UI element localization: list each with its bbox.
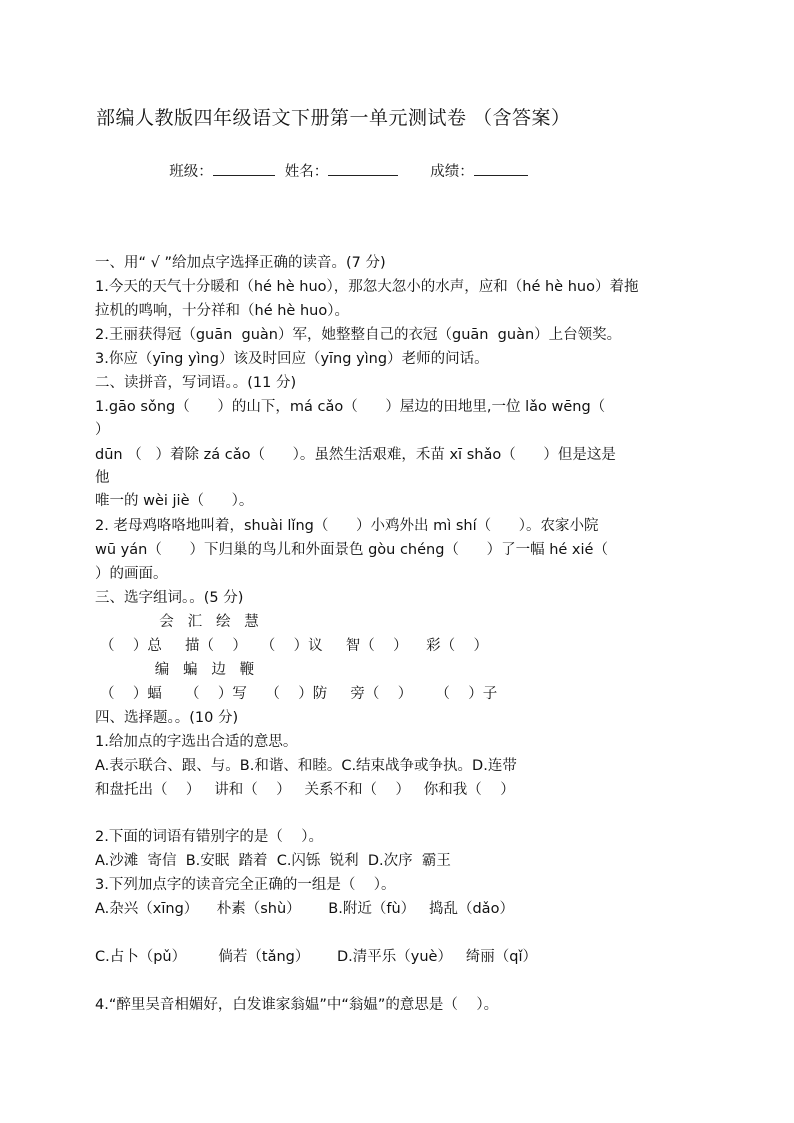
name-blank[interactable] bbox=[328, 161, 398, 176]
section-two-heading: 二、读拼音，写词语。。(11 分) bbox=[95, 375, 297, 391]
name-label: 姓名： bbox=[284, 164, 329, 180]
question-text: ）的画面。 bbox=[95, 566, 168, 582]
question-text: （ ）蝠 （ ）写 （ ）防 旁（ ） （ ）子 bbox=[100, 686, 498, 702]
question-text: 唯一的 wèi jiè（ ）。 bbox=[95, 493, 254, 509]
question-text: 3.你应（yīng yìng）该及时回应（yīng yìng）老师的问话。 bbox=[95, 351, 489, 367]
student-info-row bbox=[160, 143, 528, 181]
section-three-heading: 三、选字组词。。(5 分) bbox=[95, 590, 244, 606]
score-blank[interactable] bbox=[474, 161, 528, 176]
character-options: 编 蝙 边 鞭 bbox=[104, 662, 255, 678]
question-text: 2.下面的词语有错别字的是（ ）。 bbox=[95, 829, 324, 845]
question-text: dūn （ ）着除 zá cǎo（ ）。虽然生活艰难，禾苗 xī shǎo（ ）但是这是 bbox=[95, 447, 616, 463]
question-text: A.表示联合、跟、与。B.和谐、和睦。C.结束战争或争执。D.连带 bbox=[95, 758, 517, 774]
section-one-heading: 一、用“ √ ”给加点字选择正确的读音。(7 分) bbox=[95, 255, 386, 271]
question-text: 3.下列加点字的读音完全正确的一组是（ ）。 bbox=[95, 877, 396, 893]
question-text: wū yán（ ）下归巢的鸟儿和外面景色 gòu chéng（ ）了一幅 hé xié（ bbox=[95, 542, 608, 558]
question-text: A.杂兴（xīng） 朴素（shù） B.附近（fù） 捣乱（dǎo） bbox=[95, 901, 514, 917]
character-options: 会 汇 绘 慧 bbox=[104, 614, 259, 630]
question-text: 2.王丽获得冠（guān guàn）军，她整整自己的衣冠（guān guàn）上台领奖。 bbox=[95, 327, 622, 343]
question-text: 2. 老母鸡咯咯地叫着，shuài lǐng（ ）小鸡外出 mì shí（ ）。农家小院 bbox=[95, 518, 599, 534]
class-blank[interactable] bbox=[213, 161, 275, 176]
question-text: 1.给加点的字选出合适的意思。 bbox=[95, 734, 298, 750]
question-text: C.占卜（pǔ） 倘若（tǎng） D.清平乐（yuè） 绮丽（qǐ） bbox=[95, 949, 538, 965]
question-text: 和盘托出（ ） 讲和（ ） 关系不和（ ） 你和我（ ） bbox=[95, 782, 515, 798]
score-label: 成绩： bbox=[430, 164, 474, 180]
question-text: ） bbox=[95, 422, 110, 438]
question-text: 拉机的鸣响，十分祥和（hé hè huo）。 bbox=[95, 303, 349, 319]
page-title: 部编人教版四年级语文下册第一单元测试卷 （含答案） bbox=[96, 107, 571, 129]
question-text: 他 bbox=[95, 470, 110, 486]
question-text: A.沙滩 寄信 B.安眠 踏着 C.闪铄 锐利 D.次序 霸王 bbox=[95, 853, 451, 869]
section-four-heading: 四、选择题。。(10 分) bbox=[95, 710, 239, 726]
question-text: 4.“醉里吴音相媚好，白发谁家翁媪”中“翁媪”的意思是（ ）。 bbox=[95, 997, 499, 1013]
question-text: 1.今天的天气十分暖和（hé hè huo），那忽大忽小的水声，应和（hé hè huo）着拖 bbox=[95, 279, 639, 295]
question-text: 1.gāo sǒng（ ）的山下，má cǎo（ ）屋边的田地里,一位 lǎo wēng（ bbox=[95, 399, 606, 415]
class-label: 班级： bbox=[169, 164, 213, 180]
question-text: （ ）总 描（ ） （ ）议 智（ ） 彩（ ） bbox=[100, 638, 489, 654]
